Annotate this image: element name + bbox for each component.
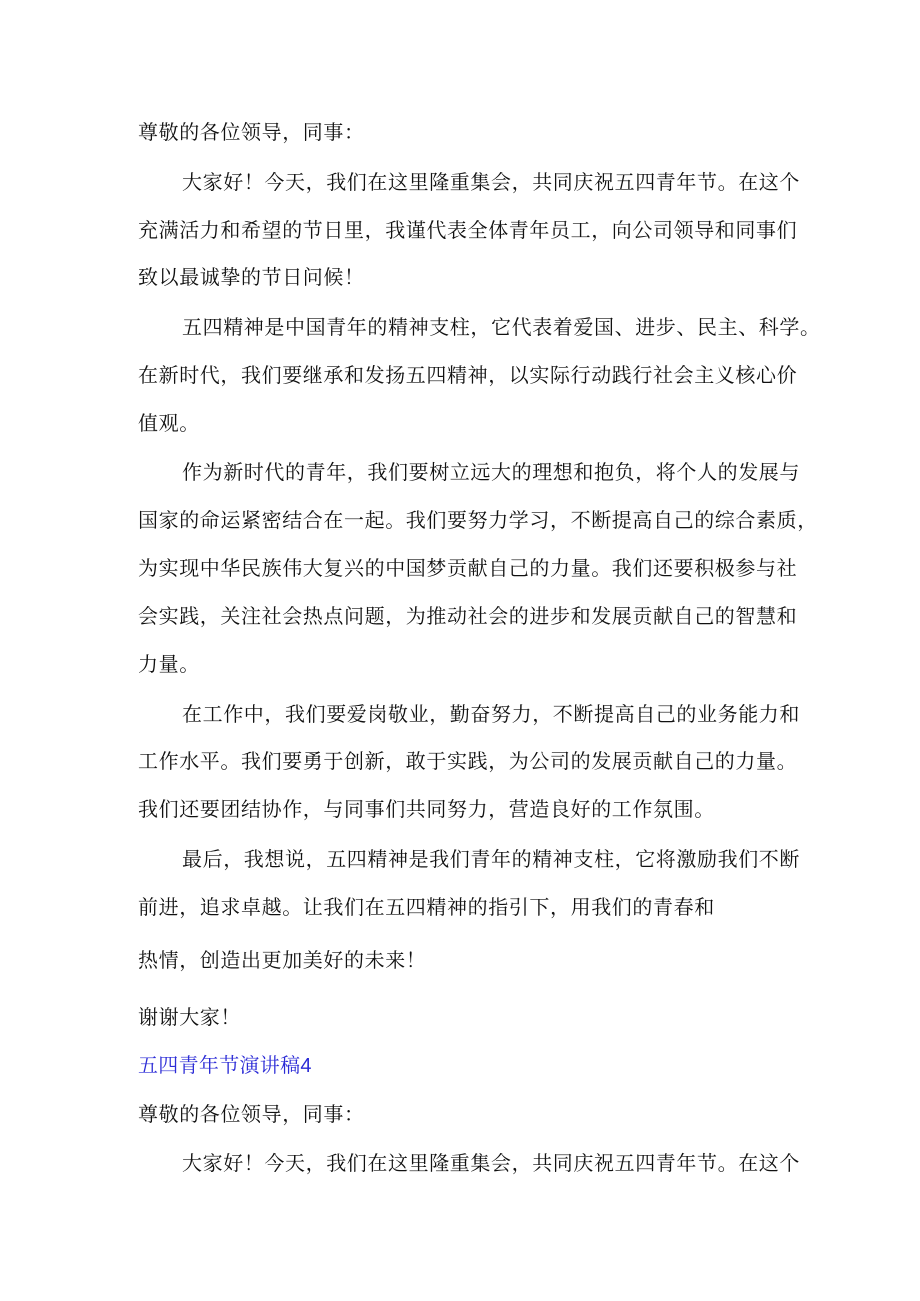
paragraph-line: 在新时代，我们要继承和发扬五四精神，以实际行动践行社会主义核心价 bbox=[138, 363, 798, 387]
paragraph-line: 前进，追求卓越。让我们在五四精神的指引下，用我们的青春和 bbox=[138, 895, 715, 919]
closing: 谢谢大家！ bbox=[138, 1005, 241, 1029]
paragraph-line: 会实践，关注社会热点问题，为推动社会的进步和发展贡献自己的智慧和 bbox=[138, 604, 798, 628]
paragraph-line: 作为新时代的青年，我们要树立远大的理想和抱负，将个人的发展与 bbox=[182, 460, 800, 484]
paragraph-line: 大家好！今天，我们在这里隆重集会，共同庆祝五四青年节。在这个 bbox=[182, 170, 800, 194]
paragraph-line: 最后，我想说，五四精神是我们青年的精神支柱，它将激励我们不断 bbox=[182, 847, 800, 871]
section-heading: 五四青年节演讲稿4 bbox=[138, 1055, 312, 1077]
paragraph-line: 为实现中华民族伟大复兴的中国梦贡献自己的力量。我们还要积极参与社 bbox=[138, 556, 798, 580]
salutation: 尊敬的各位领导，同事： bbox=[138, 120, 365, 144]
paragraph-line: 在工作中，我们要爱岗敬业，勤奋努力，不断提高自己的业务能力和 bbox=[182, 702, 800, 726]
paragraph-line: 值观。 bbox=[138, 411, 200, 435]
paragraph-line: 力量。 bbox=[138, 652, 200, 676]
paragraph-line: 国家的命运紧密结合在一起。我们要努力学习，不断提高自己的综合素质， bbox=[138, 508, 818, 532]
paragraph-line: 大家好！今天，我们在这里隆重集会，共同庆祝五四青年节。在这个 bbox=[182, 1151, 800, 1175]
paragraph-line: 热情，创造出更加美好的未来！ bbox=[138, 948, 427, 972]
paragraph-line: 我们还要团结协作，与同事们共同努力，营造良好的工作氛围。 bbox=[138, 797, 715, 821]
salutation: 尊敬的各位领导，同事： bbox=[138, 1102, 365, 1126]
paragraph-line: 五四精神是中国青年的精神支柱，它代表着爱国、进步、民主、科学。 bbox=[182, 315, 821, 339]
paragraph-line: 工作水平。我们要勇于创新，敢于实践，为公司的发展贡献自己的力量。 bbox=[138, 749, 798, 773]
paragraph-line: 充满活力和希望的节日里，我谨代表全体青年员工，向公司领导和同事们 bbox=[138, 218, 798, 242]
paragraph-line: 致以最诚挚的节日问候！ bbox=[138, 265, 365, 289]
